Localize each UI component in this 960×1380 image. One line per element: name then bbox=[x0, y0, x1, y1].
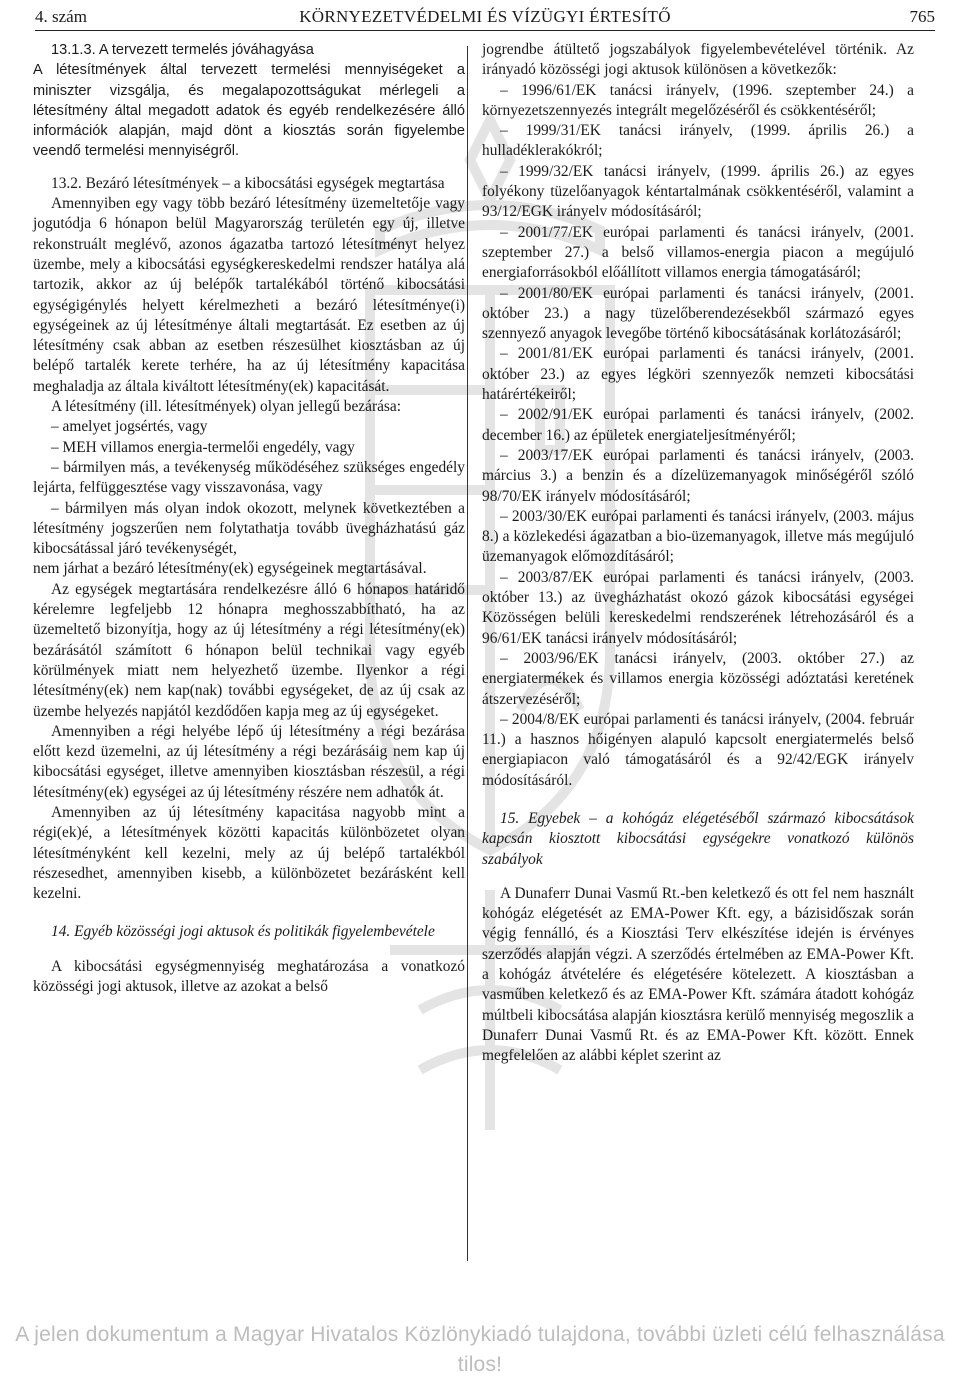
right-column bbox=[482, 40, 914, 1067]
ownership-notice: A jelen dokumentum a Magyar Hivatalos Közlönykiadó tulajdona, további üzleti célú felhasználása tilos! bbox=[15, 1323, 945, 1376]
list-item: – 2003/96/EK tanácsi irányelv, (2003. október 27.) az energiatermékek és villamos energia közösségi adóztatási keretének átszervezéséről; bbox=[482, 649, 914, 708]
list-item: – 2002/91/EK európai parlamenti és tanácsi irányelv, (2002. december 16.) az épületek energiateljesítményéről; bbox=[482, 406, 914, 444]
paragraph: 13.2. Bezáró létesítmények – a kibocsátási egységek megtartása bbox=[51, 174, 445, 192]
list-item: – amelyet jogsértés, vagy bbox=[51, 418, 208, 436]
list-item: – 2001/81/EK európai parlamenti és tanácsi irányelv, (2001. október 23.) az egyes légköri szennyezők nemzeti kibocsátási határértékeiről; bbox=[482, 345, 914, 404]
list-item: – 2003/17/EK európai parlamenti és tanácsi irányelv, (2003. március 3.) a benzin és a dízelüzemanyagok minőségéről szóló 98/70/EK irányelv módosításáról; bbox=[482, 446, 914, 505]
issue-number: 4. szám bbox=[35, 7, 87, 26]
paragraph: A létesítmény (ill. létesítmények) olyan jellegű bezárása: bbox=[51, 398, 402, 416]
list-item: – 1999/31/EK tanácsi irányelv, (1999. április 26.) a hulladéklerakókról; bbox=[482, 122, 914, 160]
paragraph: A kibocsátási egységmennyiség meghatározása a vonatkozó közösségi jogi aktusok, illetve az azokat a belső bbox=[33, 957, 465, 996]
paragraph: nem járhat a bezáró létesítmény(ek) egységeinek megtartásával. bbox=[33, 560, 427, 578]
list-item: – bármilyen más olyan indok okozott, melynek következtében a létesítmény jogszerűen nem folytathatja tovább üvegházhatású gáz kibocsátással járó tevékenységét, bbox=[33, 499, 465, 558]
section-heading: 14. Egyéb közösségi jogi aktusok és politikák figyelembevétele bbox=[51, 923, 435, 941]
list-item: – 1999/32/EK tanácsi irányelv, (1999. április 26.) az egyes folyékony tüzelőanyagok kéntartalmának csökkentéséről, valamint a 93/12/EGK irányelv módosításáról; bbox=[482, 162, 914, 221]
paragraph: A létesítmények által tervezett termelési mennyiségeket a miniszter vizsgálja, és megalapozottságukat mérlegeli a létesítmény által megadott adatok és egyéb rendelkezésére álló információk alapján, majd dönt a kiosztás során figyelembe veendő termelési mennyiségről. bbox=[33, 62, 465, 160]
list-item: – MEH villamos energia-termelői engedély, vagy bbox=[51, 438, 355, 456]
paragraph: jogrendbe átültető jogszabályok figyelembevételével történik. Az irányadó közösségi jogi aktusok különösen a következők: bbox=[482, 41, 914, 79]
paragraph: Amennyiben egy vagy több bezáró létesítmény üzemeltetője vagy jogutódja 6 hónapon belül Magyarország területén egy új, illetve rekonstruált meglévő, azonos ágazatba tartozó létesítményt helyez üzembe, mely a kibocsátási egységkereskedelmi rendszer hatálya alá tartozik, akkor az új belépők tartalékából történő kibocsátási egységigénylés helyett kérelmezheti a bezáró létesítménye(i) egységeinek az új létesítménye általi megtartását. Ez esetben az új létesítmény csak abban az esetben részesülhet kiosztásban az új belépő tartalék kerete terhére, ha az új létesítmény kapacitása meghaladja az általa kiváltott létesítmény(ek) kapacitását. bbox=[33, 195, 465, 395]
column-divider bbox=[467, 46, 468, 1261]
list-item: – 2003/30/EK európai parlamenti és tanácsi irányelv, (2003. május 8.) a közlekedési ágazatban a bio-üzemanyagok, illetve más megújuló üzemanyagok előmozdításáról; bbox=[482, 507, 914, 566]
left-column bbox=[33, 40, 465, 997]
list-item: – 2004/8/EK európai parlamenti és tanácsi irányelv, (2004. február 11.) a hasznos hőigényen alapuló kapcsolt energiatermelés belső energiapiacon való támogatásáról és a 92/42/EGK irányelv módosításáról. bbox=[482, 710, 914, 789]
paragraph: A Dunaferr Dunai Vasmű Rt.-ben keletkező és ott fel nem használt kohógáz elégetését az EMA-Power Kft. egy, a bázisidőszak során végig fennálló, és a Kiosztási Terv elkészítése idején is érvényes szerződés alapján végzi. A szerződés értelmében az EMA-Power Kft. a kohógáz átvételére és elégetésére kötelezett. A kiosztásban a vasműben keletkező és az EMA-Power Kft. számára átadott kohógáz múltbeli kibocsátása alapján kiosztásra kerülő mennyiség megoszlik a Dunaferr Dunai Vasmű Rt. és az EMA-Power Kft. között. Ennek megfelelően az alábbi képlet szerint az bbox=[482, 884, 914, 1065]
paragraph: 13.1.3. A tervezett termelés jóváhagyása bbox=[51, 42, 314, 58]
list-item: – 1996/61/EK tanácsi irányelv, (1996. szeptember 24.) a környezetszennyezés integrált megelőzéséről és csökkentéséről; bbox=[482, 81, 914, 119]
paragraph: Az egységek megtartására rendelkezésre álló 6 hónapos határidő kérelemre legfeljebb 12 hónapra meghosszabbítható, ha az üzemeltető bizonyítja, hogy az új létesítmény a régi létesítmény(ek) bezárásától számított 6 hónapon belül technikai vagy egyéb körülmények miatt nem helyezhető üzembe. Ilyenkor a régi létesítmény(ek) nem kap(nak) további egységeket, de az új csak az üzembe helyezés napjától kezdődően kapja meg az új egységeket. bbox=[33, 580, 465, 720]
list-item: – 2001/77/EK európai parlamenti és tanácsi irányelv, (2001. szeptember 27.) a belső villamos-energia piacon a megújuló energiaforrásokból előállított villamos energia támogatásáról; bbox=[482, 223, 914, 282]
list-item: – 2001/80/EK európai parlamenti és tanácsi irányelv, (2001. október 23.) a nagy tüzelőberendezésekből származó egyes szennyező anyagok levegőbe történő kibocsátásának korlátozásáról; bbox=[482, 284, 914, 343]
page-number: 765 bbox=[909, 7, 935, 26]
paragraph: Amennyiben az új létesítmény kapacitása nagyobb mint a régi(ek)é, a létesítmények közötti kapacitás különbözetet olyan létesítményként kell kezelni, mely az új belépő tartalékból részesedhet, amennyiben kisebb, a különbözetet bezárásként kell kezelni. bbox=[33, 803, 465, 903]
journal-title: KÖRNYEZETVÉDELMI ÉS VÍZÜGYI ÉRTESÍTŐ bbox=[299, 7, 671, 26]
list-item: – 2003/87/EK európai parlamenti és tanácsi irányelv, (2003. október 13.) az üvegházhatást okozó gázok kibocsátási egységei Közösségen belüli kereskedelmi rendszerének létrehozásáról és a 96/61/EK tanácsi irányelv módosításáról; bbox=[482, 568, 914, 647]
paragraph: Amennyiben a régi helyébe lépő új létesítmény a régi bezárása előtt kezd üzemelni, az új létesítmény a régi bezárásáig nem kap új kibocsátási egységet, illetve amennyiben kiosztásban részesül, a régi létesítmény(ek) egységei az új létesítmény részére nem adhatók át. bbox=[33, 722, 465, 801]
page-header bbox=[35, 4, 935, 31]
section-heading: 15. Egyebek – a kohógáz elégetéséből származó kibocsátások kapcsán kiosztott kibocsátási egységekre vonatkozó különös szabályok bbox=[482, 809, 914, 868]
list-item: – bármilyen más, a tevékenység működéséhez szükséges engedély lejárta, felfüggesztése vagy visszavonása, vagy bbox=[33, 458, 465, 497]
